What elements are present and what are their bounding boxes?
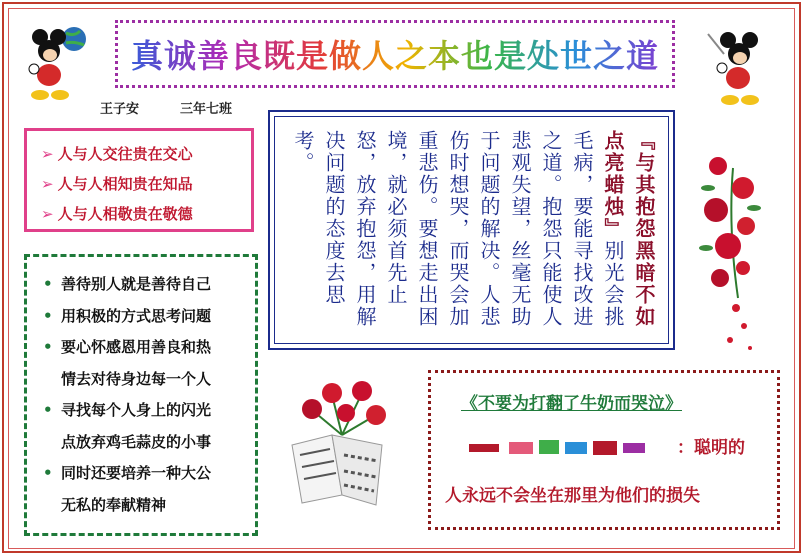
arrow-icon: ➢ (41, 145, 54, 163)
vertical-quote-box (268, 110, 675, 350)
author-name: 王子安 (100, 102, 140, 117)
wordart-image (469, 438, 669, 458)
principles-box (24, 128, 254, 232)
arrow-icon: ➢ (41, 175, 54, 193)
arrow-icon: ➢ (41, 205, 54, 223)
milk-quote-title: 《不要为打翻了牛奶而哭泣》 (461, 394, 682, 414)
advice-line: • 要心怀感恩用善良和热 (43, 338, 212, 356)
quote-highlight: 『与其抱怨黑暗不如点亮蜡烛』 (601, 130, 656, 328)
advice-line: 无私的奉献精神 (61, 495, 167, 514)
advice-line: • 善待别人就是善待自己 (43, 275, 212, 293)
milk-quote-box (428, 370, 780, 530)
principle-item: ➢ 人与人交往贵在交心 (41, 145, 193, 163)
milk-quote-line: 人永远不会坐在那里为他们的损失 (445, 486, 700, 506)
class-name: 三年七班 (180, 102, 233, 117)
advice-box (24, 254, 258, 536)
advice-line: • 用积极的方式思考问题 (43, 306, 212, 325)
page-title: 真诚善良既是做人之本也是处世之道 (131, 31, 659, 77)
title-box (115, 20, 675, 88)
flower-vase-icon (272, 375, 412, 515)
principle-item: ➢ 人与人相敬贵在敬德 (41, 205, 193, 223)
quote-body: 别光会挑毛病，要能寻找改进之道。抱怨只能使人悲观失望，丝毫无助于问题的解决。人悲伤时想哭，而哭会加重悲伤。要想走出困境，就必须首先止怒，放弃抱怨，用解决问题的态度去思考。 (291, 130, 625, 328)
advice-line: 点放弃鸡毛蒜皮的小事 (61, 432, 212, 451)
mickey-conductor-icon (700, 30, 770, 110)
principle-item: ➢ 人与人相知贵在知品 (41, 175, 193, 193)
advice-line: • 寻找每个人身上的闪光 (43, 401, 212, 419)
roses-icon (688, 148, 778, 358)
advice-line: 情去对待身边每一个人 (61, 369, 212, 388)
mickey-globe-icon (22, 25, 92, 105)
advice-line: • 同时还要培养一种大公 (43, 464, 212, 482)
vertical-quote-text (287, 130, 659, 340)
milk-quote-line: ：聪明的 (469, 433, 745, 458)
